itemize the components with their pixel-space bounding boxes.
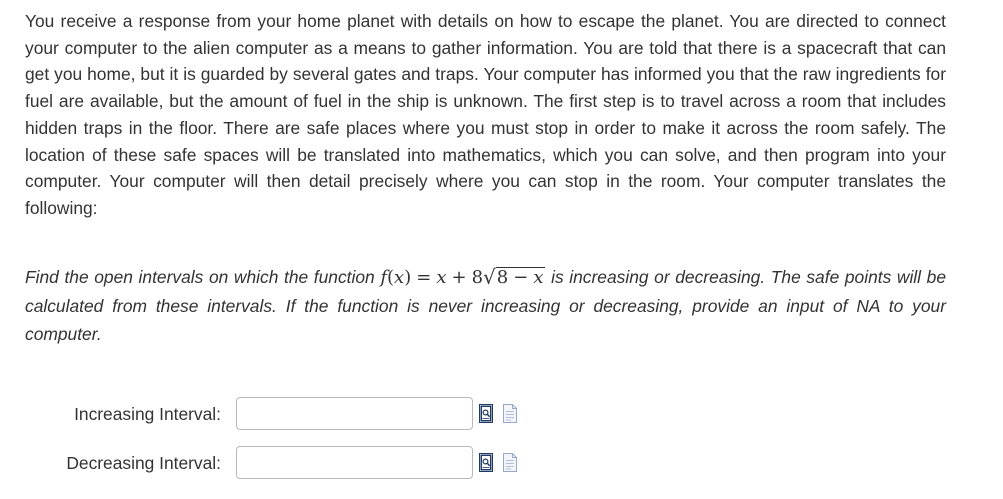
- equation-preview-icon[interactable]: [479, 453, 493, 472]
- decreasing-interval-row: [0, 446, 1003, 480]
- decreasing-interval-input[interactable]: [236, 446, 473, 479]
- increasing-interval-row: [0, 397, 1003, 431]
- math-fname: f: [380, 267, 387, 288]
- increasing-interval-input[interactable]: [236, 397, 473, 430]
- radicand-minus: −: [513, 267, 529, 288]
- radical-sign: √: [483, 265, 496, 289]
- problem-intro: You receive a response from your home planet with details on how to escape the planet. You are directed to connect your computer to the alien computer as a means to gather information. You are told that there is a spacecraft that can get you home, but it is guarded by several gates and traps. Your computer has informed you that the raw ingredients for fuel are available, but the amount of fuel in the ship is unknown. The first step is to travel across a room that includes hidden traps in the floor. There are safe places where you must stop in order to make it across the room safely. The location of these safe spaces will be translated into mathematics, which you can solve, and then program into your computer. Your computer will then detail precisely where you can stop in the room. Your computer translates the following:: [25, 11, 946, 218]
- help-document-icon[interactable]: [503, 404, 517, 423]
- math-rparen: ): [404, 267, 412, 288]
- decreasing-interval-label: Decreasing Interval:: [66, 453, 221, 473]
- problem-question: [25, 263, 946, 348]
- radicand: [496, 267, 546, 288]
- math-var: x: [394, 267, 405, 288]
- function-formula: [380, 267, 545, 288]
- help-document-icon[interactable]: [503, 453, 517, 472]
- radicand-number: 8: [496, 267, 509, 288]
- math-square-root: [483, 263, 545, 292]
- math-lparen: (: [387, 267, 395, 288]
- increasing-interval-label: Increasing Interval:: [74, 404, 221, 424]
- radicand-var: x: [533, 267, 544, 288]
- math-equals: =: [416, 267, 432, 288]
- question-text-before: Find the open intervals on which the function: [25, 267, 381, 287]
- equation-preview-icon[interactable]: [479, 404, 493, 423]
- math-term: x: [436, 267, 447, 288]
- question-text-after: is increasing or decreasing. The safe points will be calculated from these intervals. If the function is never increasing or decreasing, provide an input of NA to your computer.: [25, 267, 947, 344]
- math-plus: +: [451, 267, 467, 288]
- math-coefficient: 8: [471, 267, 484, 288]
